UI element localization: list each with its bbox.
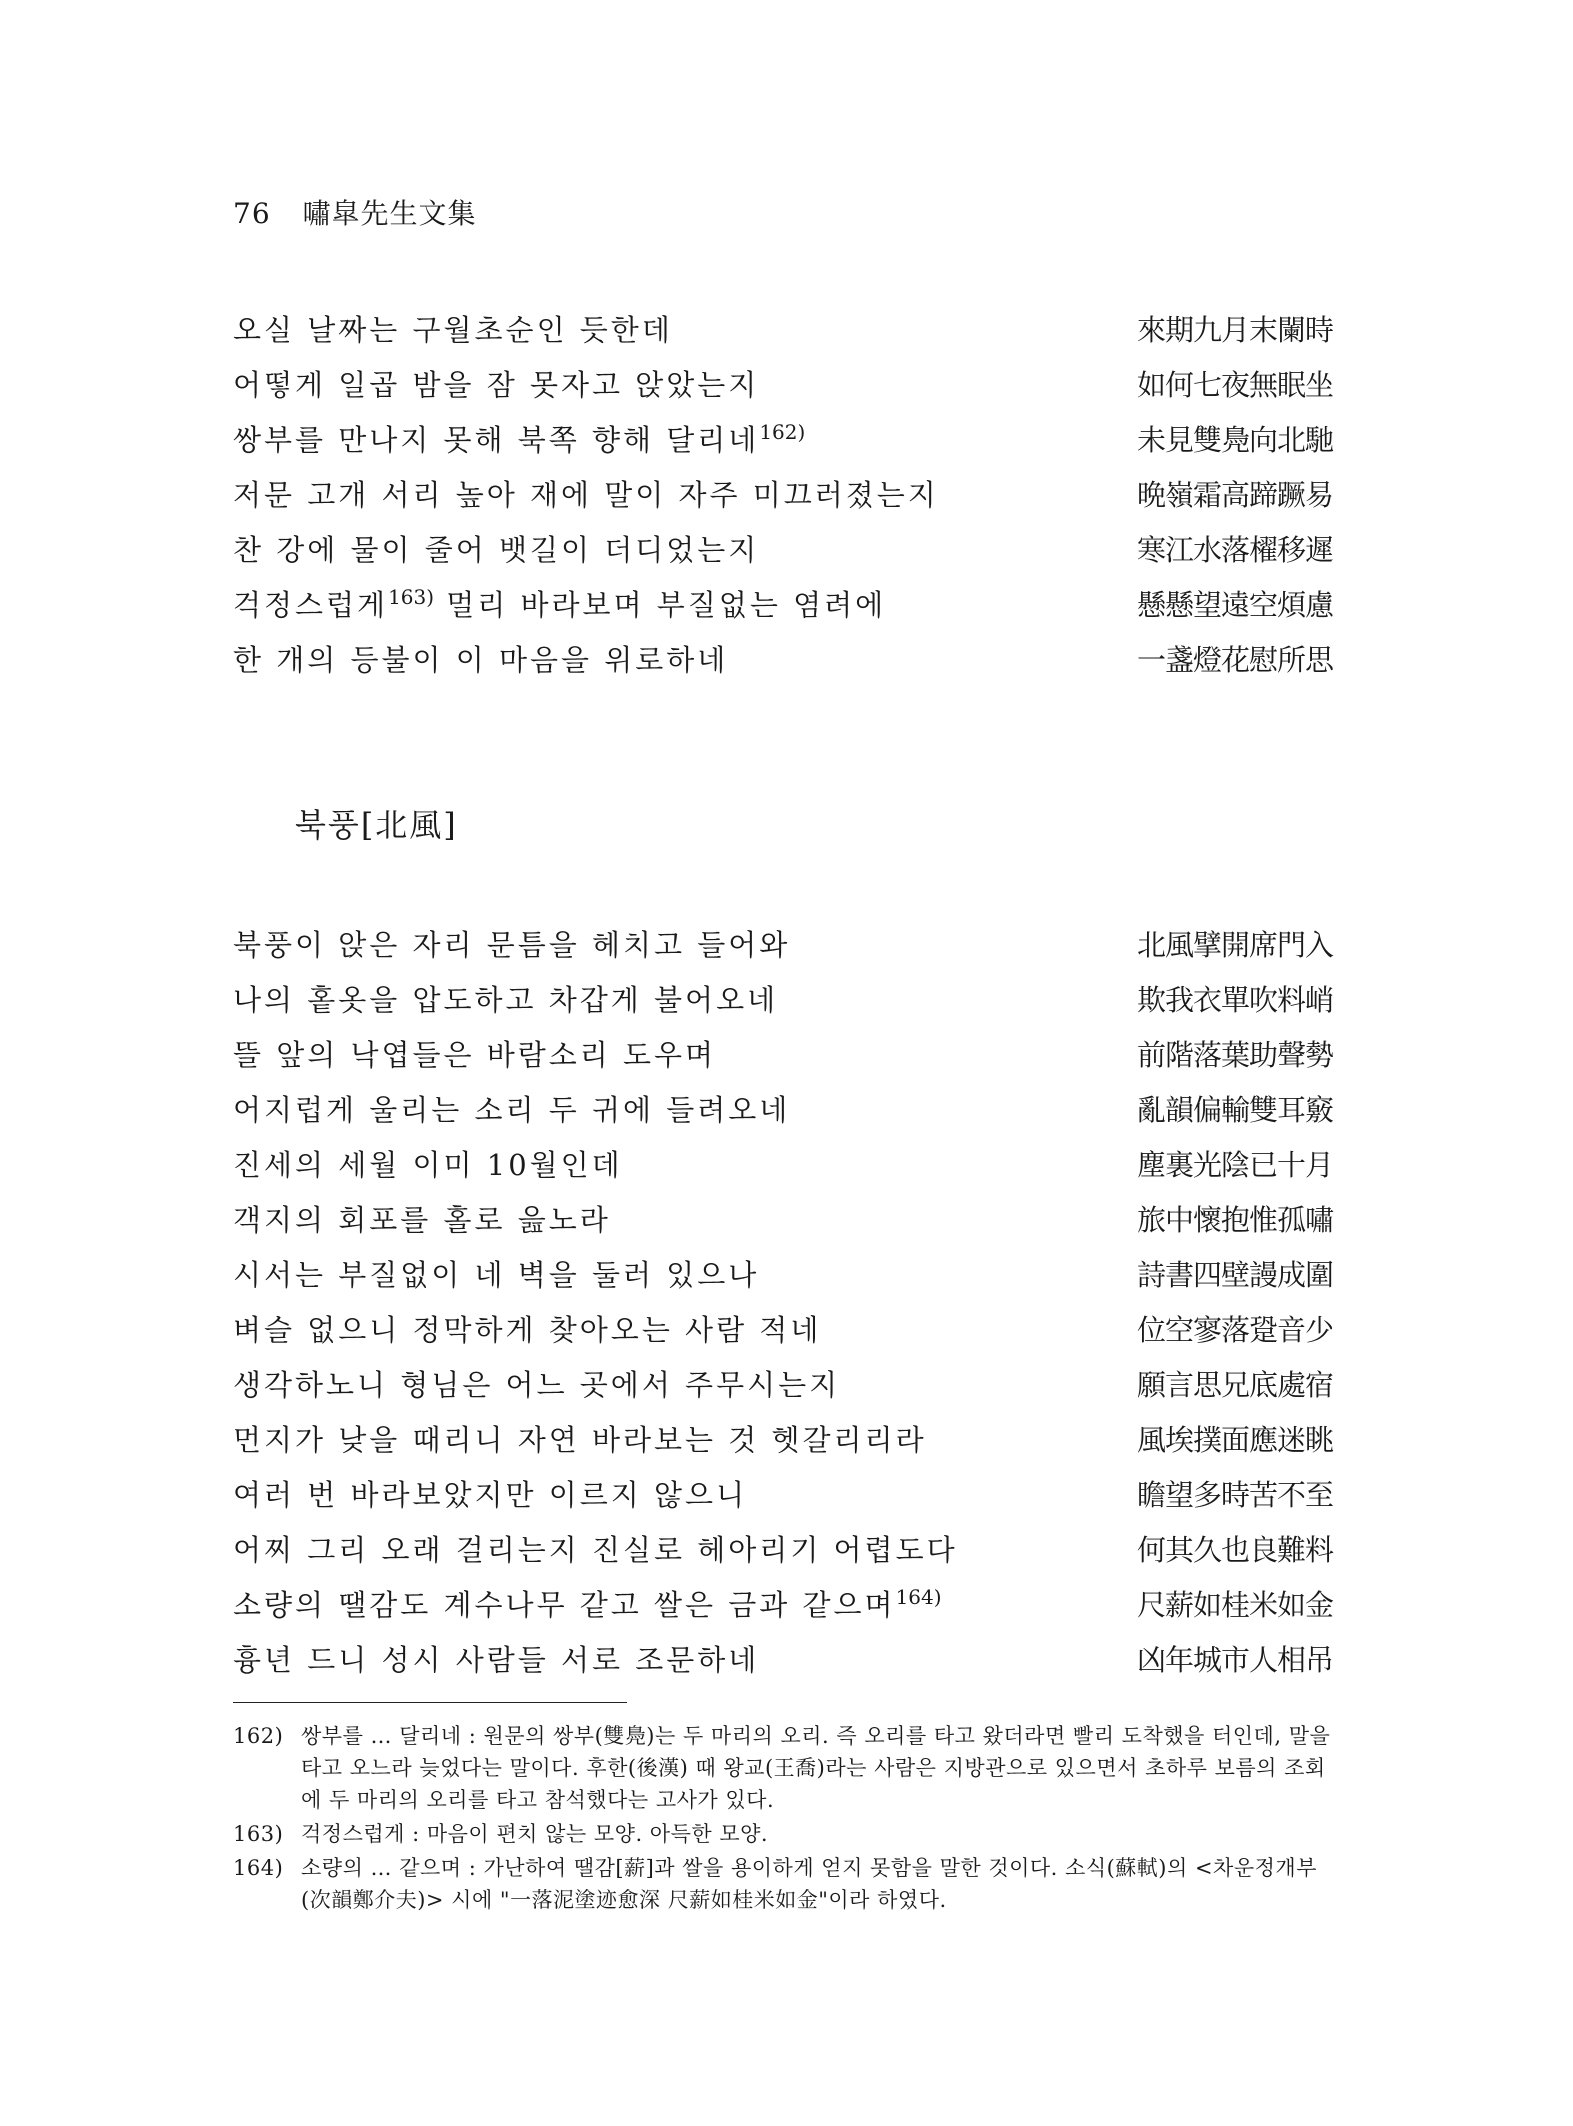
korean-translation: 나의 홑옷을 압도하고 차갑게 불어오네 (233, 983, 779, 1017)
poem-line (233, 308, 1333, 363)
chinese-original: 瞻望多時苦不至 (1136, 1478, 1333, 1512)
korean-translation: 걱정스럽게$^{163)}$ 멀리 바라보며 부질없는 염려에 (233, 585, 887, 622)
chinese-original: 晩嶺霜高蹄蹶易 (1136, 478, 1333, 512)
poem-line (233, 1363, 1333, 1418)
korean-translation: 흉년 드니 성시 사람들 서로 조문하네 (233, 1643, 760, 1677)
chinese-original: 風埃撲面應迷眺 (1136, 1423, 1333, 1457)
chinese-original: 如何七夜無眠坐 (1136, 368, 1333, 402)
footnote-text: 소량의 … 같으며 : 가난하여 땔감[薪]과 쌀을 용이하게 얻지 못함을 말한 것이다. 소식(蘇軾)의 <차운정개부(次韻鄭介夫)> 시에 "一落泥塗迹愈深 尺薪如桂米如金"이라 하였다. (301, 1856, 1317, 1912)
chinese-original: 詩書四壁謾成圍 (1136, 1258, 1333, 1292)
footnote-ref[interactable]: 163) (388, 585, 435, 609)
footnote-mark: 164) (233, 1856, 284, 1880)
chinese-original: 亂韻偏輸雙耳竅 (1136, 1093, 1333, 1127)
poem-line (233, 923, 1333, 978)
footnote-ref[interactable]: 162) (759, 420, 806, 444)
poem-line (233, 1033, 1333, 1088)
korean-translation: 벼슬 없으니 정막하게 찾아오는 사람 적네 (233, 1313, 822, 1347)
korean-translation: 객지의 회포를 홀로 읊노라 (233, 1203, 611, 1237)
korean-translation: 뜰 앞의 낙엽들은 바람소리 도우며 (233, 1038, 717, 1072)
korean-translation: 여러 번 바라보았지만 이르지 않으니 (233, 1478, 748, 1512)
page-number: 76 (233, 197, 271, 230)
korean-translation: 한 개의 등불이 이 마음을 위로하네 (233, 643, 729, 677)
korean-translation: 소량의 땔감도 계수나무 같고 쌀은 금과 같으며$^{164)}$ (233, 1585, 942, 1622)
poem-line (233, 1418, 1333, 1473)
korean-translation: 시서는 부질없이 네 벽을 둘러 있으나 (233, 1258, 760, 1292)
korean-translation: 생각하노니 형님은 어느 곳에서 주무시는지 (233, 1368, 841, 1402)
chinese-original: 尺薪如桂米如金 (1136, 1588, 1333, 1622)
poem-line (233, 1143, 1333, 1198)
footnote-164 (233, 1852, 1333, 1916)
footnote-163 (233, 1818, 1333, 1850)
footnote-mark: 162) (233, 1724, 284, 1748)
footnote-text: 걱정스럽게 : 마음이 편치 않는 모양. 아득한 모양. (301, 1822, 769, 1846)
chinese-original: 懸懸望遠空煩慮 (1136, 588, 1333, 622)
poem-line (233, 1253, 1333, 1308)
chinese-original: 寒江水落櫂移遲 (1136, 533, 1333, 567)
korean-translation: 어지럽게 울리는 소리 두 귀에 들려오네 (233, 1093, 791, 1127)
poem-line (233, 363, 1333, 418)
korean-translation: 먼지가 낮을 때리니 자연 바라보는 것 헷갈리리라 (233, 1423, 927, 1457)
chinese-original: 欺我衣單吹料峭 (1136, 983, 1333, 1017)
chinese-original: 何其久也良難料 (1136, 1533, 1333, 1567)
chinese-original: 來期九月末闌時 (1136, 313, 1333, 347)
poem-line (233, 1528, 1333, 1583)
chinese-original: 未見雙鳧向北馳 (1136, 423, 1333, 457)
korean-translation: 어떻게 일곱 밤을 잠 못자고 앉았는지 (233, 368, 760, 402)
poem-line (233, 1198, 1333, 1253)
korean-translation: 오실 날짜는 구월초순인 듯한데 (233, 313, 673, 347)
poem-line (233, 1583, 1333, 1638)
poem-line (233, 1088, 1333, 1143)
poem-line (233, 473, 1333, 528)
poem-line (233, 583, 1333, 638)
footnote-text: 쌍부를 … 달리네 : 원문의 쌍부(雙鳧)는 두 마리의 오리. 즉 오리를 타고 왔더라면 빨리 도착했을 터인데, 말을 타고 오느라 늦었다는 말이다. 후한(後漢) 때 왕교(王喬)라는 사람은 지방관으로 있으면서 초하루 보름의 조회에 두 마리의 오리를 타고 참석했다는 고사가 있다. (301, 1724, 1331, 1812)
footnote-ref[interactable]: 164) (895, 1585, 942, 1609)
poem-line (233, 1638, 1333, 1693)
chinese-original: 北風擘開席門入 (1136, 928, 1333, 962)
chinese-original: 一盞燈花慰所思 (1136, 643, 1333, 677)
poem-line (233, 418, 1333, 473)
korean-translation: 찬 강에 물이 줄어 뱃길이 더디었는지 (233, 533, 760, 567)
footnote-divider (233, 1702, 627, 1703)
korean-translation: 쌍부를 만나지 못해 북쪽 향해 달리네$^{162)}$ (233, 420, 806, 457)
poem-line (233, 638, 1333, 693)
poem-line (233, 978, 1333, 1033)
poem-first (233, 308, 1333, 693)
chinese-original: 凶年城市人相吊 (1136, 1643, 1333, 1677)
chinese-original: 塵裏光陰已十月 (1136, 1148, 1333, 1182)
chinese-original: 願言思兄底處宿 (1136, 1368, 1333, 1402)
chinese-original: 旅中懷抱惟孤嘯 (1136, 1203, 1333, 1237)
chinese-original: 位空寥落跫音少 (1136, 1313, 1333, 1347)
poem-second (233, 923, 1333, 1693)
korean-translation: 진세의 세월 이미 10월인데 (233, 1148, 623, 1182)
chinese-original: 前階落葉助聲勢 (1136, 1038, 1333, 1072)
running-header (233, 192, 477, 232)
footnote-162 (233, 1720, 1333, 1816)
poem-line (233, 528, 1333, 583)
korean-translation: 저문 고개 서리 높아 재에 말이 자주 미끄러졌는지 (233, 478, 939, 512)
poem-title: 북풍[北風] (295, 806, 458, 844)
footnotes (233, 1720, 1333, 1918)
book-title: 嘯皐先生文集 (302, 197, 477, 230)
korean-translation: 어찌 그리 오래 걸리는지 진실로 헤아리기 어렵도다 (233, 1533, 958, 1567)
korean-translation: 북풍이 앉은 자리 문틈을 헤치고 들어와 (233, 928, 791, 962)
poem-line (233, 1308, 1333, 1363)
poem-line (233, 1473, 1333, 1528)
footnote-mark: 163) (233, 1822, 284, 1846)
